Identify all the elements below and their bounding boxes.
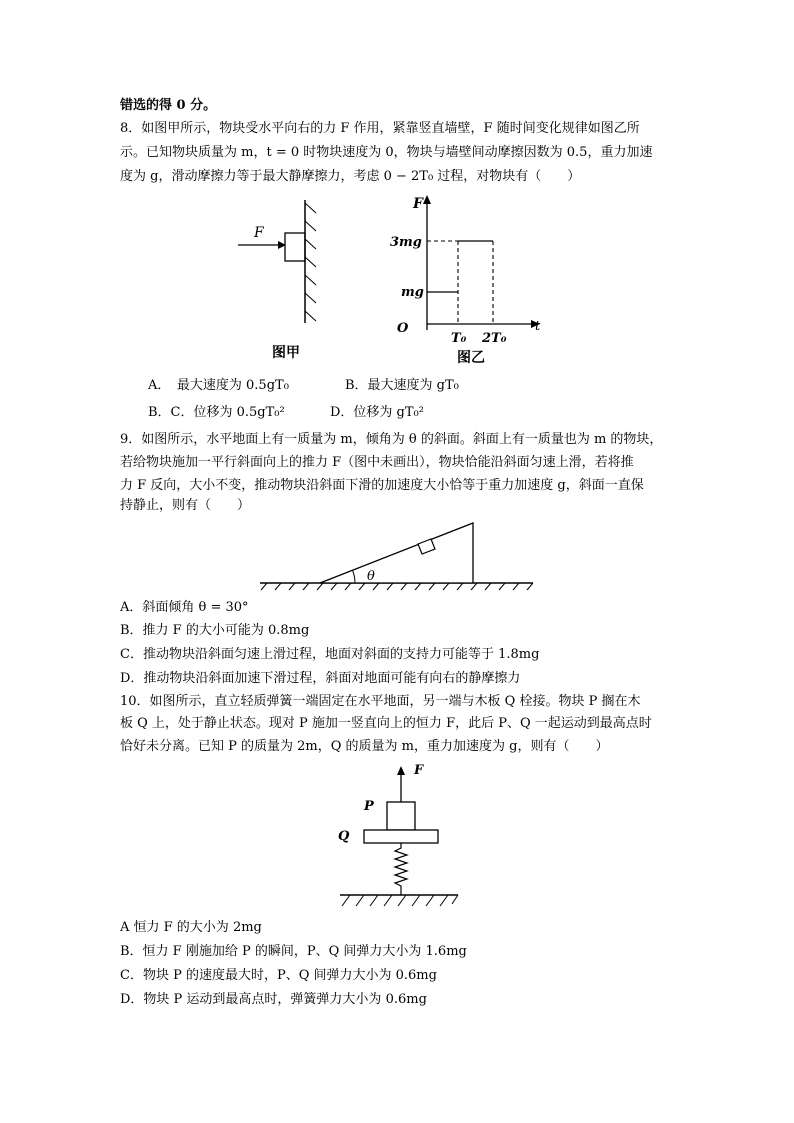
q10-stem-line-2: 板 Q 上，处于静止状态。现对 P 施加一竖直向上的恒力 F，此后 P、Q 一起运动到最高点时 xyxy=(120,716,652,731)
q10-p-label: P xyxy=(364,799,374,814)
q9-stem-line-1: 9．如图所示，水平地面上有一质量为 m，倾角为 θ 的斜面。斜面上有一质量也为 m 的物块， xyxy=(120,432,663,447)
q8-y-tick-3mg: 3mg xyxy=(390,235,422,250)
q9-option-d: D．推动物块沿斜面加速下滑过程，斜面对地面可能有向右的静摩擦力 xyxy=(120,671,521,686)
q8-figure-b-caption: 图乙 xyxy=(457,350,485,366)
q8-stem-line-2: 示。已知物块质量为 m，t = 0 时物块速度为 0，物块与墙壁间动摩擦因数为 0.5，重力加速 xyxy=(120,145,653,160)
q10-force-label: F xyxy=(414,763,424,778)
scoring-note: 错选的得 0 分。 xyxy=(120,98,217,113)
q10-stem-line-3: 恰好未分离。已知 P 的质量为 2m，Q 的质量为 m，重力加速度为 g，则有（ ） xyxy=(120,739,609,754)
q8-figure-b xyxy=(385,190,555,368)
q9-stem-line-3: 力 F 反向，大小不变，推动物块沿斜面下滑的加速度大小恰等于重力加速度 g，斜面一直保 xyxy=(120,478,644,493)
q10-option-b: B．恒力 F 刚施加给 P 的瞬间，P、Q 间弹力大小为 1.6mg xyxy=(120,944,467,959)
q8-y-axis-label: F xyxy=(413,196,423,212)
q8-origin-label: O xyxy=(397,321,409,336)
q8-option-b: B．最大速度为 gT₀ xyxy=(345,378,459,393)
q10-stem-line-1: 10．如图所示，直立轻质弹簧一端固定在水平地面，另一端与木板 Q 栓接。物块 P 搁在木 xyxy=(120,694,641,709)
q9-stem-line-4: 持静止，则有（ ） xyxy=(120,498,251,513)
q9-option-a: A．斜面倾角 θ = 30° xyxy=(120,600,249,615)
q8-option-d: D．位移为 gT₀² xyxy=(330,405,424,420)
q9-angle-label: θ xyxy=(367,569,375,584)
q8-figure-a-caption: 图甲 xyxy=(272,345,300,361)
q8-option-c: B．C．位移为 0.5gT₀² xyxy=(148,405,285,420)
q9-option-c: C．推动物块沿斜面匀速上滑过程，地面对斜面的支持力可能等于 1.8mg xyxy=(120,647,540,662)
q10-option-a: A 恒力 F 的大小为 2mg xyxy=(120,920,262,935)
q8-figure-a xyxy=(230,195,330,365)
q9-stem-line-2: 若给物块施加一平行斜面向上的推力 F（图中未画出），物块恰能沿斜面匀速上滑，若将推 xyxy=(120,455,634,470)
q9-incline-figure xyxy=(255,515,540,595)
q9-option-b: B．推力 F 的大小可能为 0.8mg xyxy=(120,623,310,638)
q8-x-tick-2t0: 2T₀ xyxy=(482,331,507,346)
q10-option-d: D．物块 P 运动到最高点时，弹簧弹力大小为 0.6mg xyxy=(120,992,427,1007)
q8-x-axis-label: t xyxy=(535,319,541,334)
q10-q-label: Q xyxy=(338,829,350,844)
q8-option-a: A． 最大速度为 0.5gT₀ xyxy=(148,378,289,393)
q10-spring-figure xyxy=(330,758,465,916)
q8-y-tick-mg: mg xyxy=(401,285,424,300)
q8-stem-line-1: 8．如图甲所示，物块受水平向右的力 F 作用，紧靠竖直墙壁，F 随时间变化规律如图乙所 xyxy=(120,121,640,136)
q10-option-c: C．物块 P 的速度最大时，P、Q 间弹力大小为 0.6mg xyxy=(120,968,437,983)
q8-stem-line-3: 度为 g，滑动摩擦力等于最大静摩擦力，考虑 0 − 2T₀ 过程，对物块有（ ） xyxy=(120,169,581,184)
q8-force-label: F xyxy=(254,225,264,241)
q8-x-tick-t0: T₀ xyxy=(451,331,467,346)
